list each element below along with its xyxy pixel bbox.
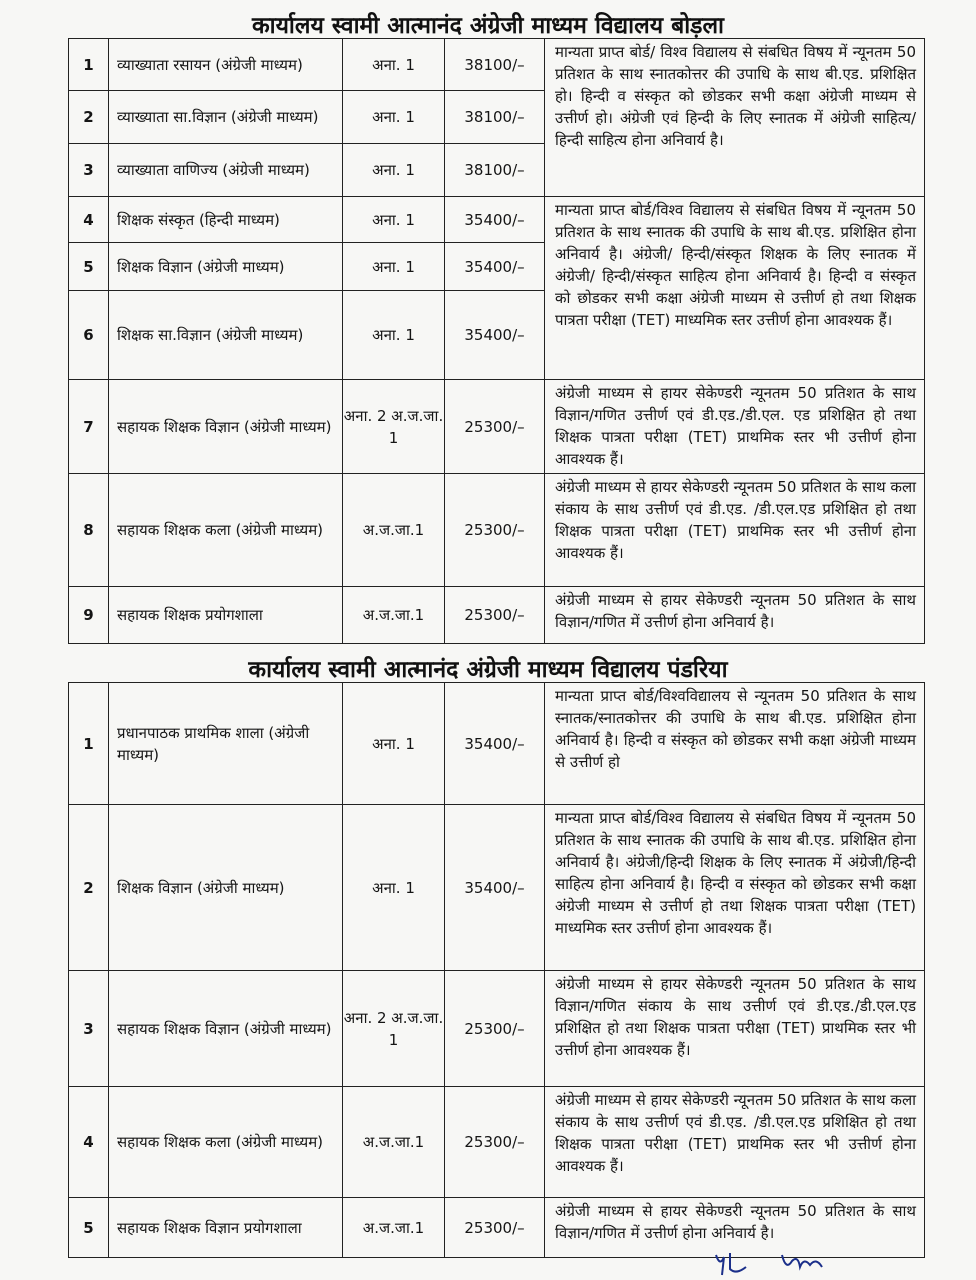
pay-scale: 38100/– <box>445 91 545 144</box>
post-name: शिक्षक विज्ञान (अंग्रेजी माध्यम) <box>109 805 343 971</box>
table-row <box>69 197 925 243</box>
qualification: अंग्रेजी माध्यम से हायर सेकेण्डरी न्यूनतम 50 प्रतिशत के साथ विज्ञान/गणित में उत्तीर्ण होना अनिवार्य है। <box>545 1198 925 1258</box>
post-category: अ.ज.जा.1 <box>343 1087 445 1198</box>
row-number: 9 <box>69 587 109 644</box>
row-number: 4 <box>69 1087 109 1198</box>
post-name: सहायक शिक्षक प्रयोगशाला <box>109 587 343 644</box>
post-category: अना. 1 <box>343 243 445 291</box>
post-name: व्याख्याता सा.विज्ञान (अंग्रेजी माध्यम) <box>109 91 343 144</box>
post-category: अना. 1 <box>343 197 445 243</box>
post-name: प्रधानपाठक प्राथमिक शाला (अंग्रेजी माध्यम) <box>109 683 343 805</box>
pay-scale: 38100/– <box>445 39 545 91</box>
table-row <box>69 683 925 805</box>
post-name: व्याख्याता रसायन (अंग्रेजी माध्यम) <box>109 39 343 91</box>
pay-scale: 35400/– <box>445 243 545 291</box>
row-number: 5 <box>69 1198 109 1258</box>
table-row <box>69 39 925 91</box>
post-name: शिक्षक सा.विज्ञान (अंग्रेजी माध्यम) <box>109 291 343 380</box>
pay-scale: 38100/– <box>445 144 545 197</box>
pay-scale: 25300/– <box>445 587 545 644</box>
row-number: 5 <box>69 243 109 291</box>
row-number: 1 <box>69 683 109 805</box>
handwritten-signature <box>712 1245 832 1279</box>
section2-table <box>68 682 925 1258</box>
pay-scale: 35400/– <box>445 197 545 243</box>
table-row <box>69 805 925 971</box>
pay-scale: 25300/– <box>445 971 545 1087</box>
row-number: 3 <box>69 971 109 1087</box>
post-category: अना. 2 अ.ज.जा. 1 <box>343 971 445 1087</box>
pay-scale: 35400/– <box>445 805 545 971</box>
table-row <box>69 380 925 474</box>
post-category: अना. 1 <box>343 683 445 805</box>
row-number: 4 <box>69 197 109 243</box>
section1-table <box>68 38 925 644</box>
post-category: अ.ज.जा.1 <box>343 474 445 587</box>
qualification: मान्यता प्राप्त बोर्ड/विश्व विद्यालय से संबधित विषय में न्यूनतम 50 प्रतिशत के साथ स्नातक की उपाधि के साथ बी.एड. प्रशिक्षित होना अनिवार्य है। अंग्रेजी/हिन्दी शिक्षक के लिए स्नातक में अंग्रेजी/हिन्दी साहित्य होना अनिवार्य है। हिन्दी व संस्कृत को छोडकर सभी कक्षा अंग्रेजी माध्यम से उत्तीर्ण हो तथा शिक्षक पात्रता परीक्षा (TET) माध्यमिक स्तर उत्तीर्ण होना आवश्यक हैं। <box>545 805 925 971</box>
table-row <box>69 587 925 644</box>
row-number: 7 <box>69 380 109 474</box>
pay-scale: 25300/– <box>445 380 545 474</box>
post-name: सहायक शिक्षक कला (अंग्रेजी माध्यम) <box>109 474 343 587</box>
qualification: अंग्रेजी माध्यम से हायर सेकेण्डरी न्यूनतम 50 प्रतिशत के साथ कला संकाय के साथ उत्तीर्ण एवं डी.एड. /डी.एल.एड प्रशिक्षित हो तथा शिक्षक पात्रता परीक्षा (TET) प्राथमिक स्तर भी उत्तीर्ण होना आवश्यक हैं। <box>545 1087 925 1198</box>
group-qualification: मान्यता प्राप्त बोर्ड/ विश्व विद्यालय से संबधित विषय में न्यूनतम 50 प्रतिशत के साथ स्नातकोत्तर की उपाधि के साथ बी.एड. प्रशिक्षित हो। हिन्दी व संस्कृत को छोडकर सभी कक्षा अंग्रेजी माध्यम से उत्तीर्ण हो। अंग्रेजी एवं हिन्दी के लिए स्नातक में अंग्रेजी साहित्य/हिन्दी साहित्य होना अनिवार्य है। <box>545 39 925 197</box>
pay-scale: 25300/– <box>445 474 545 587</box>
post-name: सहायक शिक्षक विज्ञान प्रयोगशाला <box>109 1198 343 1258</box>
table-row <box>69 971 925 1087</box>
post-category: अना. 2 अ.ज.जा. 1 <box>343 380 445 474</box>
post-name: सहायक शिक्षक कला (अंग्रेजी माध्यम) <box>109 1087 343 1198</box>
section1-title: कार्यालय स्वामी आत्मानंद अंग्रेजी माध्यम विद्यालय बोड़ला <box>251 13 725 39</box>
post-category: अना. 1 <box>343 91 445 144</box>
post-category: अना. 1 <box>343 805 445 971</box>
post-name: व्याख्याता वाणिज्य (अंग्रेजी माध्यम) <box>109 144 343 197</box>
post-category: अना. 1 <box>343 39 445 91</box>
post-category: अ.ज.जा.1 <box>343 587 445 644</box>
post-name: सहायक शिक्षक विज्ञान (अंग्रेजी माध्यम) <box>109 380 343 474</box>
group-qualification: मान्यता प्राप्त बोर्ड/विश्व विद्यालय से संबधित विषय में न्यूनतम 50 प्रतिशत के साथ स्नातक की उपाधि के साथ बी.एड. प्रशिक्षित होना अनिवार्य है। अंग्रेजी/ हिन्दी/संस्कृत शिक्षक के लिए स्नातक में अंग्रेजी/ हिन्दी/संस्कृत साहित्य होना अनिवार्य है। हिन्दी व संस्कृत को छोडकर सभी कक्षा अंग्रेजी माध्यम से उत्तीर्ण हो तथा शिक्षक पात्रता परीक्षा (TET) माध्यमिक स्तर उत्तीर्ण होना आवश्यक हैं। <box>545 197 925 380</box>
row-number: 3 <box>69 144 109 197</box>
row-number: 6 <box>69 291 109 380</box>
post-name: शिक्षक विज्ञान (अंग्रेजी माध्यम) <box>109 243 343 291</box>
section2-title: कार्यालय स्वामी आत्मानंद अंग्रेजी माध्यम विद्यालय पंडरिया <box>248 657 728 683</box>
row-number: 2 <box>69 805 109 971</box>
table-row <box>69 474 925 587</box>
qualification: अंग्रेजी माध्यम से हायर सेकेण्डरी न्यूनतम 50 प्रतिशत के साथ विज्ञान/गणित में उत्तीर्ण होना अनिवार्य है। <box>545 587 925 644</box>
row-number: 8 <box>69 474 109 587</box>
post-category: अना. 1 <box>343 291 445 380</box>
qualification: अंग्रेजी माध्यम से हायर सेकेण्डरी न्यूनतम 50 प्रतिशत के साथ कला संकाय के साथ उत्तीर्ण एवं डी.एड. /डी.एल.एड प्रशिक्षित हो तथा शिक्षक पात्रता परीक्षा (TET) प्राथमिक स्तर भी उत्तीर्ण होना आवश्यक हैं। <box>545 474 925 587</box>
post-name: शिक्षक संस्कृत (हिन्दी माध्यम) <box>109 197 343 243</box>
pay-scale: 35400/– <box>445 291 545 380</box>
qualification: अंग्रेजी माध्यम से हायर सेकेण्डरी न्यूनतम 50 प्रतिशत के साथ विज्ञान/गणित संकाय के साथ उत्तीर्ण एवं डी.एड./डी.एल.एड प्रशिक्षित हो तथा शिक्षक पात्रता परीक्षा (TET) प्राथमिक स्तर भी उत्तीर्ण होना आवश्यक हैं। <box>545 971 925 1087</box>
row-number: 2 <box>69 91 109 144</box>
qualification: मान्यता प्राप्त बोर्ड/विश्वविद्यालय से न्यूनतम 50 प्रतिशत के साथ स्नातक/स्नातकोत्तर की उपाधि के साथ बी.एड. प्रशिक्षित होना अनिवार्य है। हिन्दी व संस्कृत को छोडकर सभी कक्षा अंग्रेजी माध्यम से उत्तीर्ण हो <box>545 683 925 805</box>
row-number: 1 <box>69 39 109 91</box>
pay-scale: 35400/– <box>445 683 545 805</box>
pay-scale: 25300/– <box>445 1087 545 1198</box>
post-category: अ.ज.जा.1 <box>343 1198 445 1258</box>
post-name: सहायक शिक्षक विज्ञान (अंग्रेजी माध्यम) <box>109 971 343 1087</box>
qualification: अंग्रेजी माध्यम से हायर सेकेण्डरी न्यूनतम 50 प्रतिशत के साथ विज्ञान/गणित उत्तीर्ण एवं डी.एड./डी.एल. एड प्रशिक्षित हो तथा शिक्षक पात्रता परीक्षा (TET) प्राथमिक स्तर भी उत्तीर्ण होना आवश्यक हैं। <box>545 380 925 474</box>
table-row <box>69 1087 925 1198</box>
pay-scale: 25300/– <box>445 1198 545 1258</box>
post-category: अना. 1 <box>343 144 445 197</box>
